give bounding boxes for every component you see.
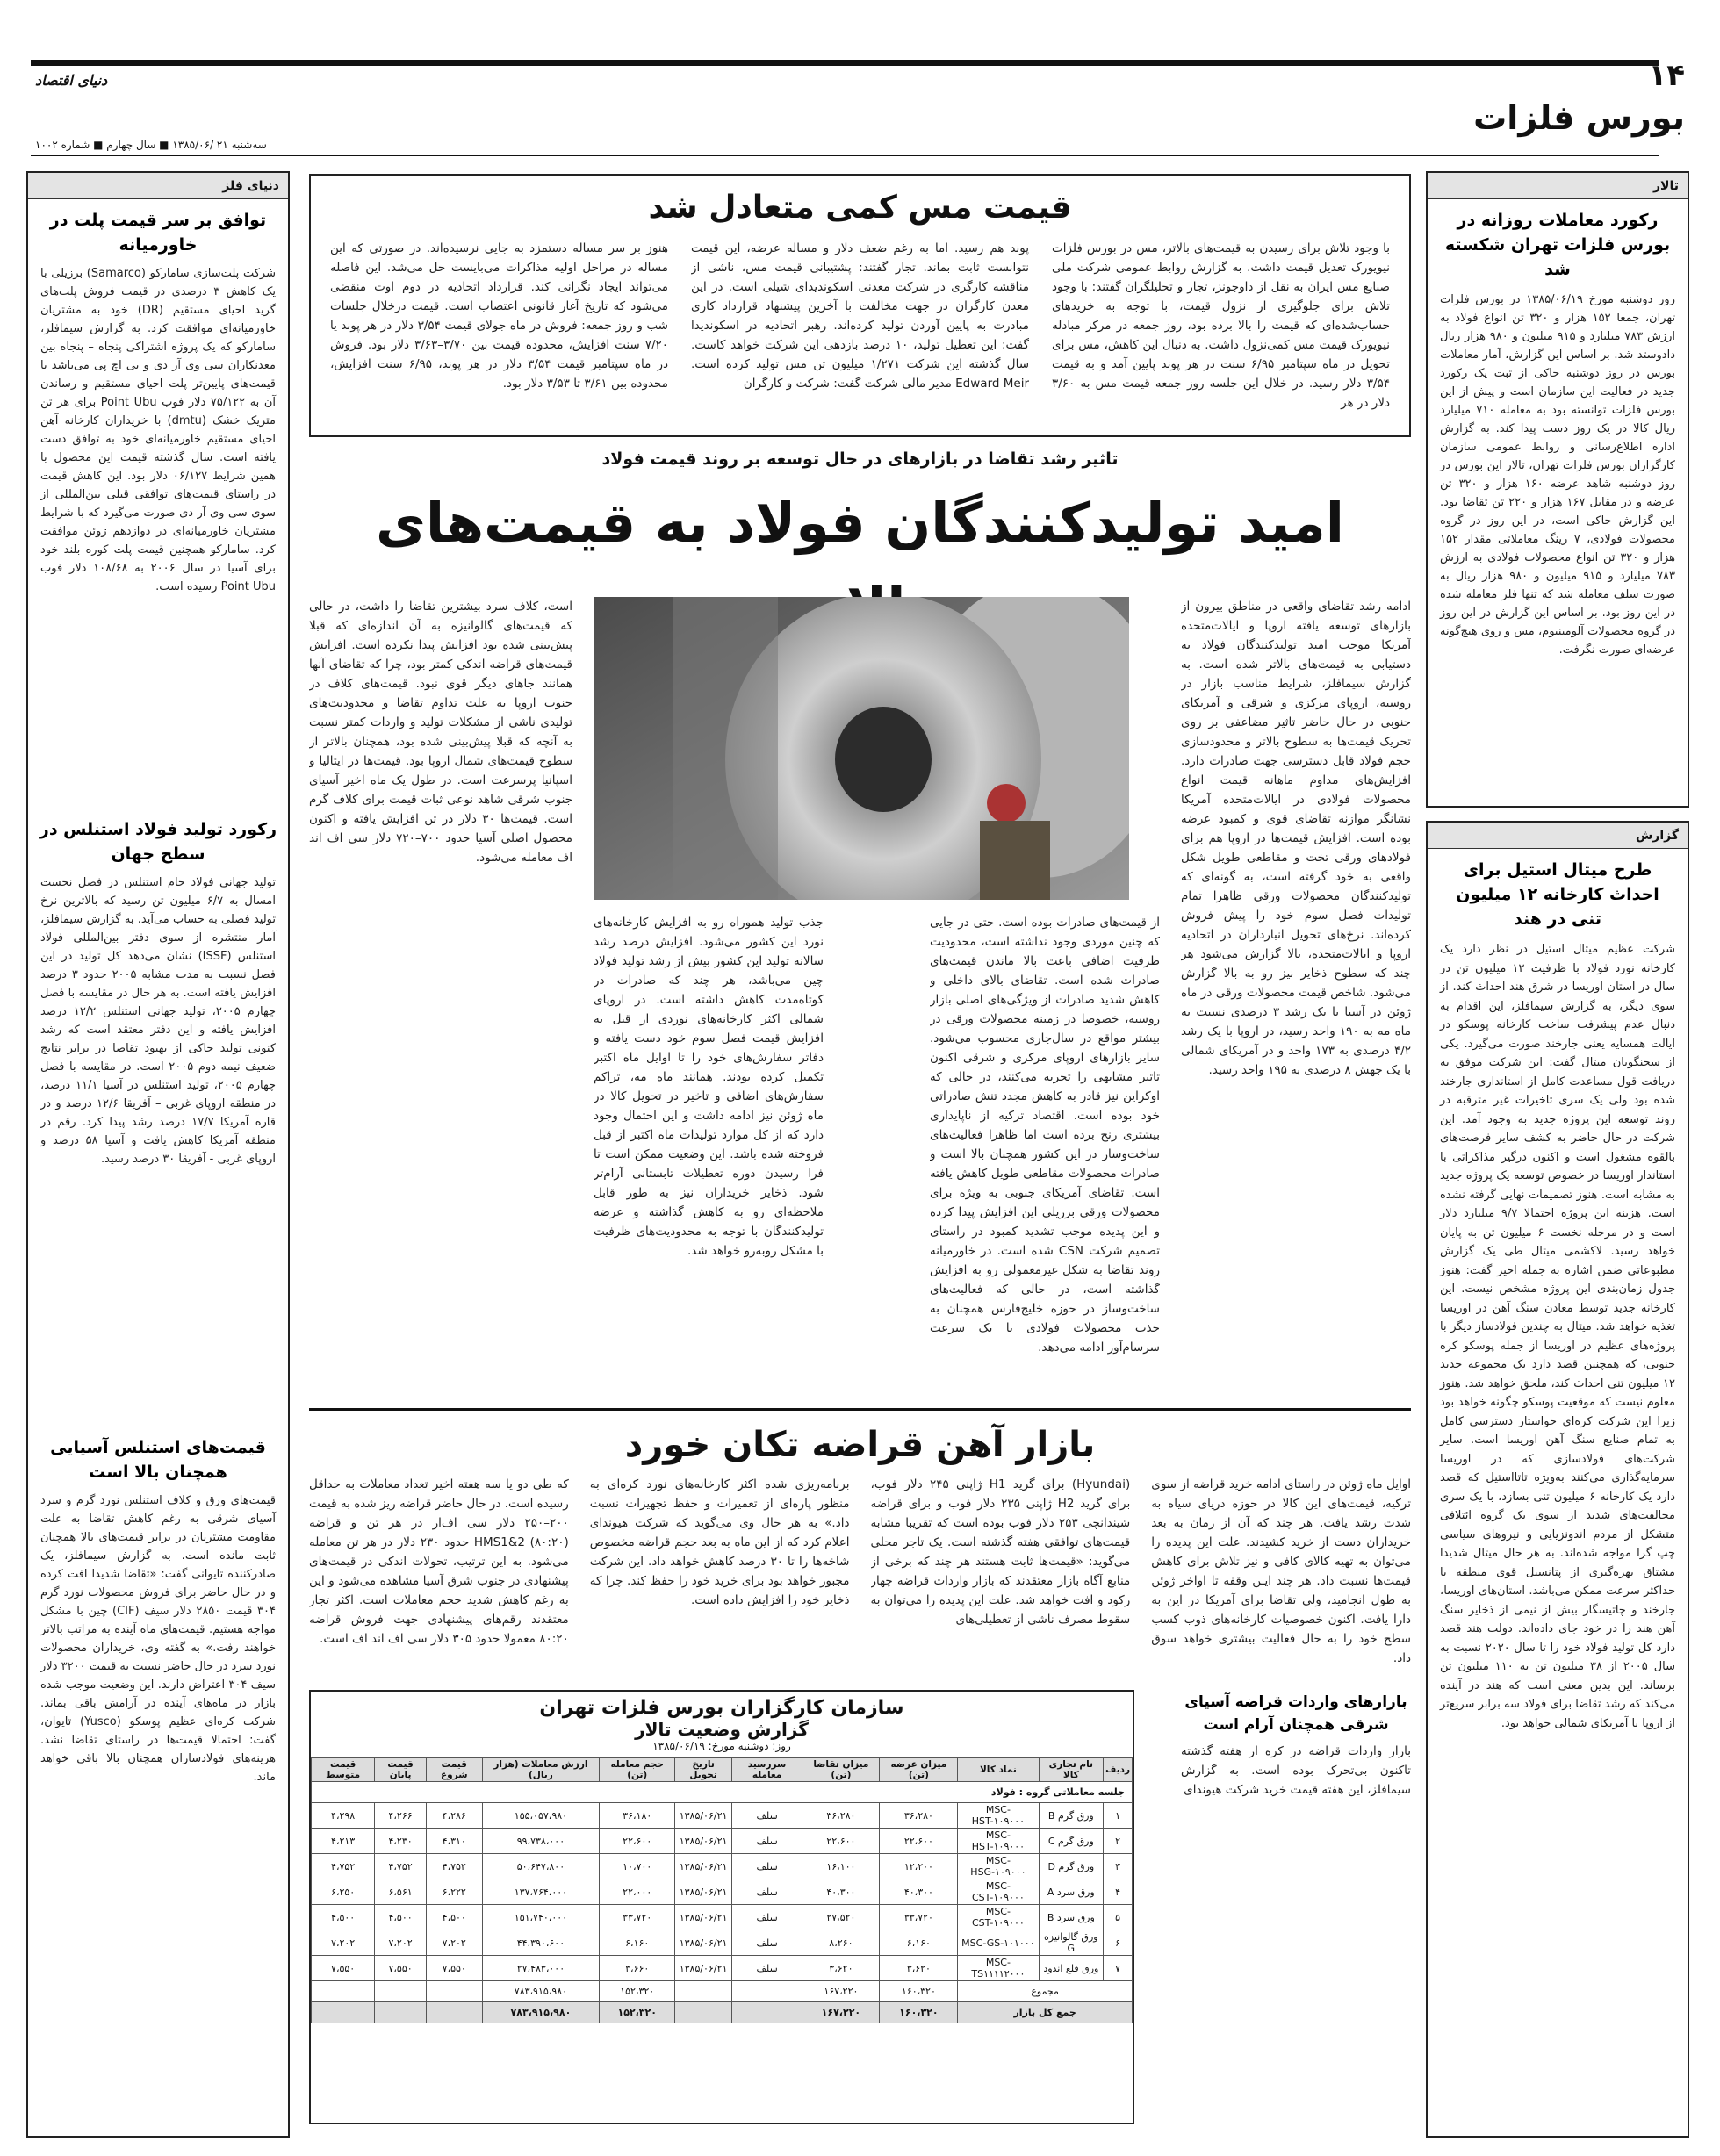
table-cell: ۷،۲۰۲ xyxy=(426,1930,482,1956)
table-header-cell: نماد کالا xyxy=(958,1758,1039,1782)
table-cell: ۴،۵۰۰ xyxy=(375,1905,427,1930)
table-total-row xyxy=(312,2002,1133,2023)
table-header-cell: ارزش معاملات (هزار ریال) xyxy=(482,1758,600,1782)
table-cell: ۱۰،۷۰۰ xyxy=(600,1854,675,1879)
table-summary-cell xyxy=(426,1981,482,2002)
subhead-asia-scrap: بازارهای واردات قراضه آسیای شرقی همچنان آرام است xyxy=(1184,1693,1407,1734)
table-summary-cell: ۱۵۲،۳۲۰ xyxy=(600,1981,675,2002)
scrap-asia-text: بازار واردات قراضه در کره از هفته گذشته تاکنون بی‌تحرک بوده است. به گزارش سیمافلز، این هفته قیمت خرید شرکت هیوندای xyxy=(1181,1744,1411,1797)
table-summary-cell: ۱۶۰،۳۲۰ xyxy=(880,1981,958,2002)
table-header-cell: میزان عرضه (تن) xyxy=(880,1758,958,1782)
section-label-metal-world: دنیای فلز xyxy=(28,173,288,199)
table-cell: ۳،۶۶۰ xyxy=(600,1956,675,1981)
headline-pellet-price: توافق بر سر قیمت پلت در خاورمیانه xyxy=(49,211,267,255)
scrap-col-4: که طی دو یا سه هفته اخیر تعداد معاملات به حداقل رسیده است. در حال حاضر قراضه ریز شده به قیمت ۲۰۰–۲۵۰ دلار سی اف‌ار در هر تن و قراضه HMS1&2 (۸۰:۲۰) حدود ۲۳۰ دلار در هر تن معامله می‌شود. به این ترتیب، تحولات اندکی در قیمت‌های پیشنهادی در جنوب شرق آسیا مشاهده می‌شود و این به رغم کاهش شدید حجم معاملات است. اکثر تجار معتقدند رقم‌های پیشنهادی جهت فروش قراضه ۸۰:۲۰ معمولا حدود ۳۰۵ دلار سی اف اند اف است. xyxy=(309,1477,569,1646)
article-record-trades: روز دوشنبه مورخ ۱۳۸۵/۰۶/۱۹ در بورس فلزات تهران، جمعا ۱۵۲ هزار و ۳۲۰ تن انواع فولاد به ارزش ۷۸۳ میلیارد و ۹۱۵ میلیون و ۹۸۰ هزار ریال دادوستد شد. بر اساس این گزارش، آمار معاملات بورس در روز دوشنبه حاکی از ثبت یک رکورد جدید در فعالیت این سازمان است و پیش از این بورس فلزات توانسته بود به معامله ۷۱۰ میلیارد ریال کالا در یک روز دست پیدا کند. به گزارش اداره اطلاع‌رسانی و روابط عمومی سازمان کارگزاران بورس فلزات تهران، تالار این بورس در روز دوشنبه شاهد عرضه ۱۶۰ هزار و ۳۲۰ تن عرضه و در مقابل ۱۶۷ هزار و ۲۲۰ تن تقاضا بود. این گزارش حاکی است، در این روز در گروه محصولات فولادی، ۷ رینگ معاملاتی مقدار ۱۵۲ هزار و ۳۲۰ تن انواع محصولات فولادی به ارزش ۷۸۳ میلیارد و ۹۱۵ میلیون و ۹۸۰ هزار ریال به صورت سلف معامله شد که تنها فلز معامله شده در این روز بود. بر اساس این گزارش در این روز در گروه محصولات آلومینیوم، مس و روی هیچ‌گونه عرضه‌ای صورت نگرفت. xyxy=(1440,293,1676,657)
table-cell: ۳،۶۲۰ xyxy=(880,1956,958,1981)
table-cell: MSC-HST-۱۰۹۰۰۰ xyxy=(958,1803,1039,1829)
table-cell: ۶،۱۶۰ xyxy=(600,1930,675,1956)
table-summary-label: مجموع xyxy=(958,1981,1133,2002)
table-summary-label: جمع کل بازار xyxy=(958,2002,1133,2023)
table-cell: ورق سرد A xyxy=(1039,1879,1104,1905)
table-cell: سلف xyxy=(731,1829,802,1854)
table-summary-cell: ۱۶۷،۲۲۰ xyxy=(802,1981,880,2002)
table-row xyxy=(312,1854,1133,1879)
table-cell: ۳۳،۷۲۰ xyxy=(880,1905,958,1930)
table-group-label: جلسه معاملاتی گروه : فولاد xyxy=(312,1782,1133,1803)
issue-line: سه‌شنبه ۲۱ /۱۳۸۵/۰۶ ■ سال چهارم ■ شماره ۱۰۰۲ xyxy=(35,139,267,151)
table-summary-cell xyxy=(312,2002,375,2023)
steel-col-3: جذب تولید هموراه رو به افزایش کارخانه‌های نورد این کشور می‌شود. افزایش درصد رشد سالانه تولید این کشور بیش از رشد تولید فولاد چین می‌باشد، هر چند که صادرات در کوتاه‌مدت کاهش داشته است. در اروپای شمالی اکثر کارخانه‌های نوردی از قبل به افزایش قیمت فصل سوم خود دست یافته و دفاتر سفارش‌های خود را تا اوایل ماه اکتبر تکمیل کرده بودند. همانند ماه مه، تراکم سفارش‌های اضافی و تاخیر در تحویل کالا در ماه ژوئن نیز ادامه داشت و این احتمال وجود دارد که از کل موارد تولیدات ماه اکتبر از قبل فروخته شده باشد. این وضعیت ممکن است تا فرا رسیدن دوره تعطیلات تابستانی آرام‌تر شود. ذخایر خریداران نیز به طور قابل ملاحظه‌ای رو به کاهش گذاشته و عرضه تولیدکنندگان با توجه به محدودیت‌های ظرفیت با مشکل روبه‌رو خواهد شد. xyxy=(594,916,824,1258)
table-cell: ۶،۵۶۱ xyxy=(375,1879,427,1905)
table-summary-cell xyxy=(731,1981,802,2002)
table-summary-cell xyxy=(375,1981,427,2002)
section-title: بورس فلزات xyxy=(1473,98,1685,137)
headline-asian-stainless: قیمت‌های استنلس آسیایی همچنان بالا است xyxy=(50,1438,266,1482)
table-cell: ۹۹،۷۳۸،۰۰۰ xyxy=(482,1829,600,1854)
copper-col-2: پوند هم رسید. اما به رغم ضعف دلار و مساله عرضه، این قیمت نتوانست ثابت بماند. تجار گفتند: پشتیبانی قیمت مس، ناشی از مناقشه کارگری در شرکت معدنی اسکوندیدای شیلی است. در این معدن کارگران در جهت مخالفت با آخرین پیشنهاد قرارداد کاری مبادرت به پایین آوردن تولید کرده‌اند. رهبر اتحادیه در اسکوندیدا گفت: این تعطیل تولید، ۱۰ درصد بازدهی این شرکت خواهد کاست. سال گذشته این شرکت ۱/۲۷۱ میلیون تن مس تولید کرده است. Edward Meir مدیر مالی شرکت گفت: شرکت و کارگران xyxy=(691,241,1029,391)
scrap-col-1: اوایل ماه ژوئن در راستای ادامه خرید قراضه از سوی ترکیه، قیمت‌های این کالا در حوزه دریای سیاه به شدت رشد یافت. هر چند که آن از زمان به بعد خریداران دست از خرید کشیدند. علت این پدیده را می‌توان به تهیه کالای کافی و نیز تلاش برای کاهش قیمت‌ها نسبت داد. هر چند ایـن وقفه تا اواخر ژوئن به طول انجامید، ولی تقاضا برای آمریکا در این به دارا یافت. اکنون خصوصیات کارخانه‌های ذوب کسب سطح خود را به حال فعالیت بیشتری خواهد سوق داد. xyxy=(1151,1477,1411,1665)
table-cell: ۲۲،۶۰۰ xyxy=(802,1829,880,1854)
table-header-cell: قیمت پایان xyxy=(375,1758,427,1782)
table-header-row xyxy=(312,1758,1133,1782)
table-title-org: سازمان کارگزاران بورس فلزات تهران xyxy=(539,1697,904,1719)
section-label-hall: تالار xyxy=(1428,173,1688,199)
scrap-col-3: برنامه‌ریزی شده اکثر کارخانه‌های نورد کره‌ای به منظور پاره‌ای از تعمیرات و حفظ تجهیزات نسبت داد.» به هر حال وی می‌گوید که شرکت هیوندای اعلام کرد که از این ماه به بعد حجم قراضه مخصوص شاخه‌ها را تا ۳۰ درصد کاهش خواهد داد. این شرکت مجبور خواهد بود برای خرید خود را حفظ کند. چرا که ذخایر خود را افزایش داده است. xyxy=(589,1477,850,1607)
table-cell: ۱۲،۲۰۰ xyxy=(880,1854,958,1879)
table-cell: ۲۲،۶۰۰ xyxy=(880,1829,958,1854)
table-summary-cell: ۷۸۳،۹۱۵،۹۸۰ xyxy=(482,2002,600,2023)
right-column-box-1 xyxy=(1426,171,1689,808)
table-cell: ۴۰،۳۰۰ xyxy=(802,1879,880,1905)
table-cell: ورق گرم D xyxy=(1039,1854,1104,1879)
table-cell: ۵ xyxy=(1104,1905,1133,1930)
table-cell: ۴،۵۰۰ xyxy=(426,1905,482,1930)
copper-col-1: با وجود تلاش برای رسیدن به قیمت‌های بالاتر، مس در بورس فلزات نیویورک تعدیل قیمت داشت. به گزارش روابط عمومی شرکت ملی صنایع مس ایران به نقل از داوجونز، تجار و تحلیلگران گفتند: با وجود تلاش برای جلوگیری از نزول قیمت، با توجه به خریدهای حساب‌شده‌ای که قیمت را بالا برده بود، روز جمعه در مرکز مبادله نیویورک قیمت مس کمی‌نزول داشت. به دنبال این کاهش، مس برای تحویل در ماه سپتامبر ۶/۹۵ سنت در هر پوند پایین آمد و به قیمت ۳/۵۴ دلار رسید. در خلال این جلسه روز جمعه قیمت مس به ۳/۶۰ دلار در هر xyxy=(1052,241,1390,410)
table-cell: سلف xyxy=(731,1854,802,1879)
table-cell: ۲۲،۰۰۰ xyxy=(600,1879,675,1905)
steel-coil-photo xyxy=(594,597,1129,900)
headline-record-trades: رکورد معاملات روزانه در بورس فلزات تهران شکسته شد xyxy=(1444,211,1671,279)
table-cell: MSC-CST-۱۰۹۰۰۰ xyxy=(958,1879,1039,1905)
scrap-columns xyxy=(309,1475,1411,1678)
table-row xyxy=(312,1905,1133,1930)
table-cell: ۷،۲۰۲ xyxy=(375,1930,427,1956)
table-cell: ۳ xyxy=(1104,1854,1133,1879)
table-cell: ۴۴،۳۹۰،۶۰۰ xyxy=(482,1930,600,1956)
table-cell: MSC-CST-۱۰۹۰۰۰ xyxy=(958,1905,1039,1930)
table-cell: ۴،۷۵۲ xyxy=(375,1854,427,1879)
steel-col-4: است، کلاف سرد بیشترین تقاضا را داشت، در حالی که قیمت‌های گالوانیزه به آن اندازه‌ای که قبلا پیش‌بینی شده بود افزایش پیدا نکرده است. افزایش قیمت‌های قراضه اندکی کمتر بود، چرا که تقاضای آنها همانند جاهای دیگر قوی نبود. قیمت‌های کلاف در جنوب اروپا به علت تداوم تقاضا و محدودیت‌های تولیدی ناشی از مشکلات تولید و واردات کمتر نسبت به آنچه که قبلا پیش‌بینی شده بود، همچنان بالاتر از سطوح قیمت‌های شمال اروپا بود. قیمت‌ها در ایتالیا و اسپانیا پرسرعت است. در طول یک ماه اخیر آسیای جنوب شرقی شاهد نوعی ثبات قیمت برای کلاف گرم است. قیمت‌ها ۳۰ دلار در تن افزایش یافته و اکنون محصول اصلی آسیا حدود ۷۰۰–۷۲۰ دلار سی اف اند اف معامله می‌شود. xyxy=(309,600,572,865)
headline-scrap: بازار آهن قراضه تکان خورد xyxy=(624,1425,1096,1465)
masthead-rule xyxy=(31,155,1659,156)
table-cell: ۷ xyxy=(1104,1956,1133,1981)
table-cell: ۱۳۸۵/۰۶/۲۱ xyxy=(675,1829,732,1854)
table-cell: ۱۳۸۵/۰۶/۲۱ xyxy=(675,1956,732,1981)
table-cell: ۴،۵۰۰ xyxy=(312,1905,375,1930)
table-cell: MSC-HSG-۱۰۹۰۰۰ xyxy=(958,1854,1039,1879)
table-cell: ۳۶،۱۸۰ xyxy=(600,1803,675,1829)
copper-article-box xyxy=(309,174,1411,437)
table-cell: ۷،۵۵۰ xyxy=(426,1956,482,1981)
page-number: ۱۴ xyxy=(1648,58,1685,93)
steel-coil-illustration xyxy=(594,597,1129,900)
table-cell: ۴،۳۱۰ xyxy=(426,1829,482,1854)
table-cell: MSC-HST-۱۰۹۰۰۰ xyxy=(958,1829,1039,1854)
table-cell: ۲۷،۴۸۳،۰۰۰ xyxy=(482,1956,600,1981)
table-summary-cell xyxy=(731,2002,802,2023)
article-asian-stainless: قیمت‌های ورق و کلاف استنلس نورد گرم و سرد آسیای شرقی به رغم کاهش تقاضا به علت مقاومت مشتریان در برابر قیمت‌های بالا همچنان ثابت مانده است. به گزارش سیمافلز، یک صادرکننده تایوانی گفت: «تقاضا شدیدا افت کرده و در حال حاضر برای فروش محصولات نورد گرم ۳۰۴ قیمت ۲۸۵۰ دلار سیف (CIF) چین با مشکل مواجه هستیم. قیمت‌های ماه آینده به مراتب بالاتر خواهند رفت.» به گفته وی، خریداران محصولات نورد سرد در حال حاضر نسبت به قیمت ۳۲۰۰ دلار سیف ۳۰۴ اعتراض دارند. این وضعیت موجب شده بازار در ماه‌های آینده در آرامش باقی بماند. شرکت کره‌ای عظیم پوسکو (Yusco) تایوان، گفت: احتمالا قیمت‌ها در راستای تقاضا نشد. هزینه‌های فولادسازان همچنان بالا باقی خواهد ماند. xyxy=(40,1494,277,1784)
table-cell: ۱۳۸۵/۰۶/۲۱ xyxy=(675,1879,732,1905)
table-cell: ۱ xyxy=(1104,1803,1133,1829)
table-group-row xyxy=(312,1782,1133,1803)
table-sum-row xyxy=(312,1981,1133,2002)
table-row xyxy=(312,1879,1133,1905)
table-cell: ۷،۵۵۰ xyxy=(312,1956,375,1981)
table-summary-cell: ۷۸۳،۹۱۵،۹۸۰ xyxy=(482,1981,600,2002)
copper-col-3: هنوز بر سر مساله دستمزد به جایی نرسیده‌اند. در صورتی که این مساله در مراحل اولیه مذاکرات می‌بایست حل می‌شد. این فاصله می‌تواند ایجاد نگرانی کند. قرارداد اتحادیه در دوم اوت منقضی می‌شود که تاریخ آغاز قانونی اعتصاب است. قیمت درخلال جلسات شب و روز جمعه: فروش در ماه جولای قیمت ۳/۵۴ دلار در هر پوند یا ۷/۲۰ سنت افزایش، محدوده قیمت بین ۳/۷۰–۳/۶۳ دلار بود. فروش در ماه سپتامبر قیمت ۳/۵۴ دلار در هر پوند، ۶/۹۵ سنت افزایش، محدوده بین ۳/۶۱ تا ۳/۵۳ دلار بود. xyxy=(330,241,668,391)
table-row xyxy=(312,1956,1133,1981)
masthead-top-rule xyxy=(31,60,1659,66)
steel-col-2: از قیمت‌های صادرات بوده است. حتی در جایی که چنین موردی وجود نداشته است، محدودیت ظرفیت اضافی باعث بالا ماندن قیمت‌های صادرات شده است. تقاضای بالای داخلی و کاهش شدید صادرات از ویژگی‌های اصلی بازار روسیه، خصوصا در زمینه محصولات ورقی در بیشتر مواقع در سال‌جاری محسوب می‌شود. سایر بازارهای اروپای مرکزی و شرقی اکنون تاثیر مشابهی را تجربه می‌کنند، در حالی که اوکراین نیز قادر به کاهش مجدد تنش صادراتی خود بوده است. اقتصاد ترکیه از ناپایداری بیشتری رنج برده است اما ظاهرا فعالیت‌های ساخت‌وساز در این کشور همچنان بالا است و صادرات محصولات مقاطعی طویل کاهش یافته است. تقاضای آمریکای جنوبی به ویژه برای محصولات ورقی برزیلی این افزایش پیدا کرده و این پدیده موجب تشدید کمبود در راستای تصمیم شرکت CSN شده است. در خاورمیانه روند تقاضا به شکل غیرمعمولی رو به افزایش گذاشته است، در حالی که فعالیت‌های ساخت‌وساز در حوزه خلیج‌فارس همچنان به جذب محصولات فولادی با یک سرعت سرسام‌آور ادامه می‌دهد. xyxy=(930,916,1160,1355)
table-header-cell: سررسید معامله xyxy=(731,1758,802,1782)
table-cell: سلف xyxy=(731,1905,802,1930)
table-cell: ۴۰،۳۰۰ xyxy=(880,1879,958,1905)
table-cell: ورق گرم C xyxy=(1039,1829,1104,1854)
table-cell: ۶ xyxy=(1104,1930,1133,1956)
table-cell: ۱۵۱،۷۴۰،۰۰۰ xyxy=(482,1905,600,1930)
table-header-cell: تاریخ تحویل xyxy=(675,1758,732,1782)
table-row xyxy=(312,1829,1133,1854)
table-cell: ۶،۱۶۰ xyxy=(880,1930,958,1956)
table-cell: ۷،۵۵۰ xyxy=(375,1956,427,1981)
table-cell: ورق سرد B xyxy=(1039,1905,1104,1930)
table-cell: ۳۶،۲۸۰ xyxy=(880,1803,958,1829)
steel-kicker: تاثیر رشد تقاضا در بازارهای در حال توسعه بر روند قیمت فولاد xyxy=(601,449,1119,469)
steel-col-1: ادامه رشد تقاضای واقعی در مناطق بیرون از بازارهای توسعه یافته اروپا و ایالات‌متحده آمریکا موجب امید تولیدکنندگان فولاد به دستیابی به قیمت‌های بالاتر شده است. به گزارش سیمافلز، شرایط مناسب بازار در روسیه، اروپای مرکزی و شرقی و آمریکای جنوبی در حال حاضر تاثیر مضاعفی بر روی تحریک قیمت‌ها به سطوح بالاتر و محدودسازی حجم فولاد قابل دسترسی جهت صادرات دارد. افزایش‌های مداوم ماهانه قیمت انواع محصولات فولادی در ایالات‌متحده آمریکا نشانگر موازنه تقاضای قوی و کمبود عرضه بوده است. افزایش قیمت‌ها در اروپا هم برای فولادهای ورقی تخت و مقاطعی طویل شکل واقعی به خود گرفته است، به گونه‌ای که تولیدکنندگان محصولات ورقی ظاهرا تمام تولیدات فصل سوم خود را پیش فروش کرده‌اند. نرخ‌های تحویل انبارداران در اتحادیه اروپا و ایالات‌متحده، بالا گزارش می‌شود هر چند که سطوح ذخایر نیز رو به بالا گزارش می‌شود. شاخص قیمت محصولات ورقی در ماه ژوئن در آسیا با یک رشد ۳ درصدی نسبت به ماه مه به ۱۹۰ واحد رسید، در اروپا با یک رشد ۴/۲ درصدی به ۱۷۳ واحد و در آمریکای شمالی با یک جهش ۸ درصدی به ۱۹۵ واحد رسید. xyxy=(1181,600,1411,1077)
headline-copper: قیمت مس کمی متعادل شد xyxy=(648,190,1072,226)
table-cell: ۶،۲۲۲ xyxy=(426,1879,482,1905)
table-cell: ۱۳۸۵/۰۶/۲۱ xyxy=(675,1930,732,1956)
table-header-cell: قیمت شروع xyxy=(426,1758,482,1782)
article-mittal-india: شرکت عظیم میتال استیل در نظر دارد یک کارخانه نورد فولاد با ظرفیت ۱۲ میلیون تن در سال در استان اوریسا در شرق هند احداث کند. از سوی دیگر، به گزارش سیمافلز، این اقدام به دنبال عدم پیشرفت ساخت کارخانه پوسکو در ایالت همسایه یعنی جارخند صورت می‌گیرد. یکی از سخنگویان میتال گفت: این شرکت موفق به دریافت قول مساعدت کامل از استانداری جارخند شده بود ولی یک سری تاخیرات غیر مترقبه در روند توسعه این پروژه جدید به وجود آمد. این شرکت در حال حاضر به کشف سایر فرصت‌های بالقوه مشغول است و اکنون درگیر مذاکراتی با استاندار اوریسا در خصوص توسعه یک پروژه جدید به مشابه است. هنوز تصمیمات نهایی گرفته نشده است. هزینه این پروژه احتمالا ۹/۷ میلیارد دلار است و در مرحله نخست ۶ میلیون تن به پایان خواهد رسید. لاکشمی میتال طی یک گزارش مطبوعاتی ضمن اشاره به جمله اخیر گفت: هنوز جدول زمان‌بندی این پروژه مشخص نیست. این کارخانه جدید توسط معادن سنگ آهن در اوریسا تغذیه خواهد شد. میتال به چندین فولادساز دیگر با پروژه‌های عظیم در اوریسا از جمله پوسکو کره جنوبی، که همچنین قصد دارد یک مجموعه جدید ۱۲ میلیون تنی احداث کند، ملحق خواهد شد. هنوز معلوم نیست که موقعیت پوسکو چگونه خواهد بود زیرا این شرکت کره‌ای خواستار دسترسی کامل به تمام صنایع سنگ آهن اوریسا است. سایر شرکت‌های فولادسازی که در اوریسا سرمایه‌گذاری می‌کنند به‌ویژه تاتااستیل که قصد دارد یک کارخانه ۶ میلیون تنی بسازد، با یک سری مخالفت‌های شدید از سوی یک گروه ائتلافی متشکل از مردم اندونزیایی و نیروهای سیاسی چپ گرا مواجه شده‌اند. به هر حال میتال شدیدا مشتاق بهره‌گیری از پتانسیل قوی منطقه با حداکثر سرعت ممکن می‌باشد. استان‌های اوریسا، جارخند و چاتیسگار بیش از نیمی از ذخایر سنگ آهن هند را در خود جای داده‌اند. دولت هند قصد دارد کل تولید فولاد خود را تا سال ۲۰۲۰ نسبت به سال ۲۰۰۵ از ۳۸ میلیون تن به ۱۱۰ میلیون تن برساند. این بدین معنی است که هند در آینده می‌کند که رشد تقاضا برای فولاد سه برابر سریع‌تر از اروپا یا آمریکای شمالی خواهد بود. xyxy=(1440,943,1676,1730)
table-cell: ۴ xyxy=(1104,1879,1133,1905)
table-cell: ۱۳۸۵/۰۶/۲۱ xyxy=(675,1854,732,1879)
table-cell: ۱۳۸۵/۰۶/۲۱ xyxy=(675,1905,732,1930)
table-cell: ۴،۲۹۸ xyxy=(312,1803,375,1829)
table-cell: ۲۲،۶۰۰ xyxy=(600,1829,675,1854)
scrap-col-2: (Hyundai) برای گرید H1 ژاپنی ۲۴۵ دلار فوب، برای گرید H2 ژاپنی ۲۳۵ دلار فوب و برای قراضه شیندانچی ۲۵۳ دلار فوب بوده است که تقریبا مشابه قیمت‌های توافقی هفته گذشته است. یک تاجر محلی می‌گوید: «قیمت‌ها ثابت هستند هر چند که برخی از منابع آگاه بازار معتقدند که بازار واردات قراضه چهار رکود و افت خواهد شد. علت این پدیده را می‌توان به سقوط مصرف ناشی از تعطیلی‌های xyxy=(870,1477,1131,1627)
table-cell: MSC-TS۱۱۱۱۲۰۰۰ xyxy=(958,1956,1039,1981)
table-cell: ۱۶،۱۰۰ xyxy=(802,1854,880,1879)
table-cell: سلف xyxy=(731,1879,802,1905)
table-cell: ۸،۲۶۰ xyxy=(802,1930,880,1956)
table-row xyxy=(312,1930,1133,1956)
table-cell: ۱۳۸۵/۰۶/۲۱ xyxy=(675,1803,732,1829)
table-cell: ورق گرم B xyxy=(1039,1803,1104,1829)
table-cell: ۲ xyxy=(1104,1829,1133,1854)
table-cell: MSC-GS-۱۰۱۰۰۰ xyxy=(958,1930,1039,1956)
table-cell: ورق قلع اندود xyxy=(1039,1956,1104,1981)
table-cell: ۱۵۵،۰۵۷،۹۸۰ xyxy=(482,1803,600,1829)
table-cell: ۷،۲۰۲ xyxy=(312,1930,375,1956)
headline-mittal-india: طرح میتال استیل برای احداث کارخانه ۱۲ میلیون تنی در هند xyxy=(1456,860,1659,929)
table-cell: ۴،۷۵۲ xyxy=(312,1854,375,1879)
left-column-box xyxy=(26,171,290,2138)
table-cell: ۳۶،۲۸۰ xyxy=(802,1803,880,1829)
table-summary-cell xyxy=(312,1981,375,2002)
table-cell: ۴،۷۵۲ xyxy=(426,1854,482,1879)
table-summary-cell: ۱۵۲،۳۲۰ xyxy=(600,2002,675,2023)
table-cell: سلف xyxy=(731,1956,802,1981)
table-cell: ۳۳،۷۲۰ xyxy=(600,1905,675,1930)
table-header-cell: میزان تقاضا (تن) xyxy=(802,1758,880,1782)
trading-hall-report xyxy=(309,1690,1134,2124)
table-title-report: گزارش وضعیت تالار xyxy=(635,1719,809,1740)
table-summary-cell xyxy=(426,2002,482,2023)
scrap-divider xyxy=(309,1408,1411,1411)
table-date: روز: دوشنبه مورخ: ۱۳۸۵/۰۶/۱۹ xyxy=(652,1740,791,1752)
right-column-box-2 xyxy=(1426,821,1689,2138)
table-header-cell: قیمت متوسط xyxy=(312,1758,375,1782)
table-header-cell: نام تجاری کالا xyxy=(1039,1758,1104,1782)
table-summary-cell xyxy=(375,2002,427,2023)
table-summary-cell xyxy=(675,1981,732,2002)
headline-stainless-record: رکورد تولید فولاد استنلس در سطح جهان xyxy=(39,820,277,864)
table-summary-cell xyxy=(675,2002,732,2023)
table-cell: ۴،۲۸۶ xyxy=(426,1803,482,1829)
table-cell: ۴،۲۶۶ xyxy=(375,1803,427,1829)
newspaper-logo: دنیای اقتصاد xyxy=(35,72,108,89)
article-pellet-price: شرکت پلت‌سازی سامارکو (Samarco) برزیلی با یک کاهش ۳ درصدی در قیمت فروش پلت‌های گرید احیای مستقیم (DR) خود به مشتریان خاورمیانه‌ای موافقت کرد. به گزارش سیمافلز، سامارکو که یک پروژه اشتراکی پنجاه – پنجاه بین معدنکاران سی وی آر دی و بی اچ پی می‌باشد با قیمت‌های پایین‌تر پلت احیای مستقیم و رساندن آن به ۷۵/۱۲۲ دلار فوب Point Ubu برای هر تن متریک خشک (dmtu) با خریداران کارخانه آهن احیای مستقیم خاورمیانه‌ای خود به توافق دست یافته است. سال گذشته قیمت این محصول با همین شرایط ۰۶/۱۲۷ دلار بود. این کاهش قیمت در راستای قیمت‌های توافقی قبلی بین‌المللی از سوی سی وی آر دی صورت می‌گیرد که با شرایط مشتریان خاورمیانه‌ای در دوازدهم ژوئن موافقت کرد. سامارکو همچنین قیمت پلت کوره بلند خود برای آسیا در سال ۲۰۰۶ به ۱۰۸/۶۸ دلار فوب Point Ubu رسیده است. xyxy=(40,267,276,593)
trading-table xyxy=(311,1757,1133,2023)
table-cell: ۶،۲۵۰ xyxy=(312,1879,375,1905)
table-summary-cell: ۱۶۰،۳۲۰ xyxy=(880,2002,958,2023)
table-header-cell: ردیف xyxy=(1104,1758,1133,1782)
table-cell: ۳،۶۲۰ xyxy=(802,1956,880,1981)
table-cell: ۵۰،۶۴۷،۸۰۰ xyxy=(482,1854,600,1879)
table-cell: سلف xyxy=(731,1803,802,1829)
table-row xyxy=(312,1803,1133,1829)
table-cell: ۴،۲۳۰ xyxy=(375,1829,427,1854)
headline-steel: امید تولیدکنندگان فولاد به قیمت‌های xyxy=(376,491,1344,555)
table-cell: ورق گالوانیزه G xyxy=(1039,1930,1104,1956)
scrap-asia-block xyxy=(1181,1685,1411,2124)
table-cell: ۲۷،۵۲۰ xyxy=(802,1905,880,1930)
article-stainless-record: تولید جهانی فولاد خام استنلس در فصل نخست امسال به ۶/۷ میلیون تن رسید که بالاترین نرخ تولید فصلی به حساب می‌آید. به گزارش سیمافلز، آمار منتشره از سوی دفتر بین‌المللی فولاد استنلس (ISSF) نشان می‌دهد کل تولید در این فصل نسبت به مدت مشابه ۲۰۰۵ حدود ۳ درصد افزایش یافته است. به هر حال در مقایسه با فصل چهارم ۲۰۰۵، تولید جهانی استنلس ۱۲/۲ درصد افزایش یافته و این دفتر معتقد است که رشد کنونی تولید حاکی از بهبود تقاضا در برابر نتایج ضعیف نیمه دوم ۲۰۰۵ است. در مقایسه با فصل چهارم ۲۰۰۵، تولید استنلس در آسیا ۱۱/۱ درصد، در منطقه اروپای غربی – آفریقا ۱۲/۶ درصد و در قاره آمریکا ۱۷/۷ درصد رشد پیدا کرد. رقم در منطقه آمریکا کاهش یافت و آسیا ۵۸ درصد و اروپای غربی - آفریقا ۳۰ درصد رسید. xyxy=(40,876,277,1166)
section-label-report: گزارش xyxy=(1428,823,1688,849)
table-cell: سلف xyxy=(731,1930,802,1956)
table-cell: ۴،۲۱۳ xyxy=(312,1829,375,1854)
table-cell: ۱۳۷،۷۶۴،۰۰۰ xyxy=(482,1879,600,1905)
table-header-cell: حجم معامله (تن) xyxy=(600,1758,675,1782)
table-summary-cell: ۱۶۷،۲۲۰ xyxy=(802,2002,880,2023)
